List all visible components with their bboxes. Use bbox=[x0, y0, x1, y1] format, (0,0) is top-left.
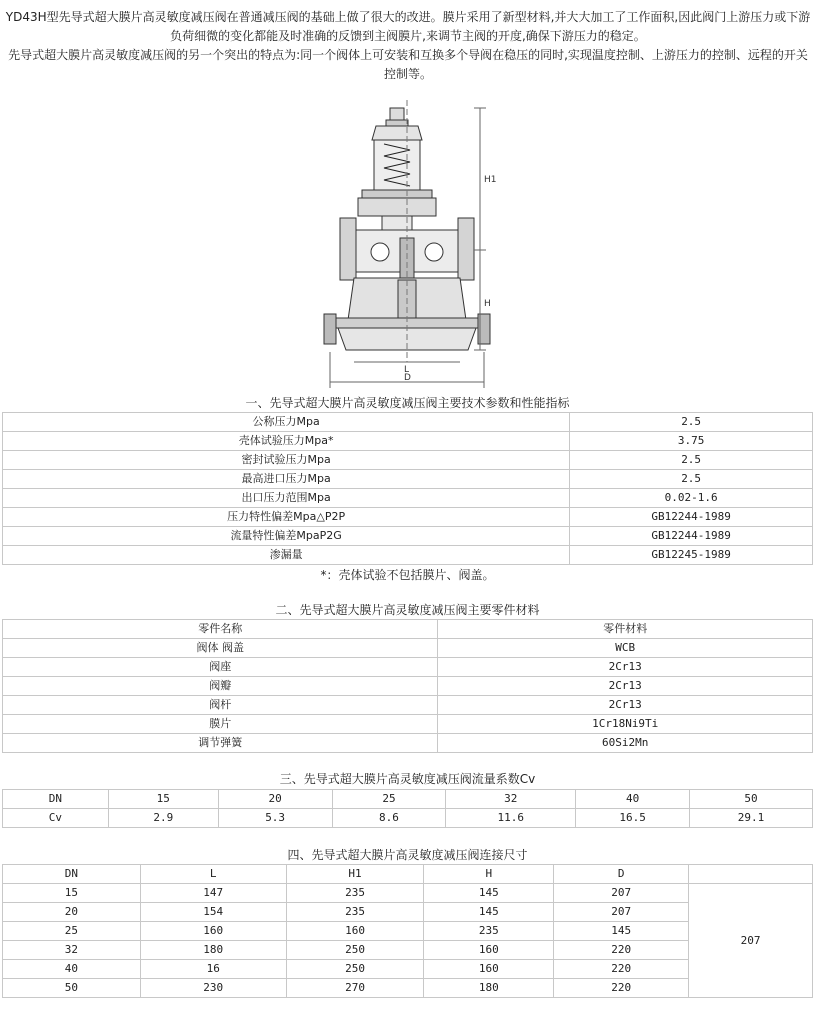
table-row bbox=[3, 677, 813, 696]
dimensions-table bbox=[2, 864, 813, 998]
cv-cell: 29.1 bbox=[690, 809, 813, 828]
column-header: H1 bbox=[286, 865, 424, 884]
dim-label-h1: H1 bbox=[484, 175, 496, 185]
table-header-row bbox=[3, 865, 813, 884]
dimension-cell: 20 bbox=[3, 903, 141, 922]
valve-drawing bbox=[318, 100, 496, 390]
column-header: 零件名称 bbox=[3, 620, 438, 639]
part-name-cell: 阀座 bbox=[3, 658, 438, 677]
dn-cell: DN bbox=[3, 790, 109, 809]
dimension-cell: 220 bbox=[554, 941, 689, 960]
spec-name-cell: 出口压力范围Mpa bbox=[3, 489, 570, 508]
dimension-cell: 270 bbox=[286, 979, 424, 998]
table-row bbox=[3, 734, 813, 753]
part-name-cell: 阀体 阀盖 bbox=[3, 639, 438, 658]
materials-table bbox=[2, 619, 813, 753]
dimension-cell: 160 bbox=[424, 941, 554, 960]
dim-label-h: H bbox=[484, 299, 491, 309]
table-row bbox=[3, 546, 813, 565]
dn-cell: 15 bbox=[108, 790, 218, 809]
table-row bbox=[3, 489, 813, 508]
dimension-cell: 250 bbox=[286, 960, 424, 979]
dimension-cell: 235 bbox=[424, 922, 554, 941]
table-row bbox=[3, 470, 813, 489]
empty-header-cell bbox=[689, 865, 813, 884]
table-row bbox=[3, 527, 813, 546]
dimension-cell: 154 bbox=[140, 903, 286, 922]
table-row bbox=[3, 884, 813, 903]
table-row bbox=[3, 715, 813, 734]
spec-value-cell: 2.5 bbox=[570, 413, 813, 432]
dimension-cell: 145 bbox=[554, 922, 689, 941]
table-row bbox=[3, 508, 813, 527]
cv-cell: Cv bbox=[3, 809, 109, 828]
part-name-cell: 膜片 bbox=[3, 715, 438, 734]
dimension-cell: 207 bbox=[554, 903, 689, 922]
table-row bbox=[3, 451, 813, 470]
dimension-cell: 25 bbox=[3, 922, 141, 941]
spec-value-cell: GB12244-1989 bbox=[570, 508, 813, 527]
cv-cell: 8.6 bbox=[332, 809, 446, 828]
part-material-cell: 1Cr18Ni9Ti bbox=[438, 715, 813, 734]
spec-name-cell: 压力特性偏差Mpa△P2P bbox=[3, 508, 570, 527]
table-row bbox=[3, 432, 813, 451]
spec-name-cell: 渗漏量 bbox=[3, 546, 570, 565]
dimension-cell: 32 bbox=[3, 941, 141, 960]
dimension-cell: 40 bbox=[3, 960, 141, 979]
part-material-cell: 2Cr13 bbox=[438, 658, 813, 677]
dimension-cell: 50 bbox=[3, 979, 141, 998]
dimension-cell: 207 bbox=[554, 884, 689, 903]
dimension-cell: 16 bbox=[140, 960, 286, 979]
intro-paragraph-1: YD43H型先导式超大膜片高灵敏度减压阀在普通减压阀的基础上做了很大的改进。膜片采用了新型材料,并大大加工了工作面积,因此阀门上游压力或下游负荷细微的变化都能及时准确的反馈到主阀膜片,来调节主阀的开度,确保下游压力的稳定。 bbox=[5, 10, 811, 43]
dn-cell: 50 bbox=[690, 790, 813, 809]
spec-name-cell: 密封试验压力Mpa bbox=[3, 451, 570, 470]
spec-value-cell: 0.02-1.6 bbox=[570, 489, 813, 508]
column-header: D bbox=[554, 865, 689, 884]
spec-name-cell: 最高进口压力Mpa bbox=[3, 470, 570, 489]
dimension-cell: 220 bbox=[554, 979, 689, 998]
part-material-cell: 2Cr13 bbox=[438, 677, 813, 696]
intro-paragraph-2: 先导式超大膜片高灵敏度减压阀的另一个突出的特点为:同一个阀体上可安装和互换多个导阀在稳压的同时,实现温度控制、上游压力的控制、远程的开关控制等。 bbox=[8, 48, 808, 81]
dimension-cell: 235 bbox=[286, 884, 424, 903]
dimension-cell: 15 bbox=[3, 884, 141, 903]
table1-note: *：壳体试验不包括膜片、阀盖。 bbox=[320, 568, 495, 582]
merged-dimension-cell: 207 bbox=[689, 884, 813, 998]
table2-caption: 二、先导式超大膜片高灵敏度减压阀主要零件材料 bbox=[275, 603, 540, 617]
dimension-cell: 160 bbox=[286, 922, 424, 941]
dn-cell: 32 bbox=[446, 790, 576, 809]
cv-cell: 2.9 bbox=[108, 809, 218, 828]
dn-cell: 20 bbox=[218, 790, 332, 809]
part-name-cell: 调节弹簧 bbox=[3, 734, 438, 753]
table3-caption: 三、先导式超大膜片高灵敏度减压阀流量系数Cv bbox=[279, 772, 536, 786]
dimension-cell: 160 bbox=[424, 960, 554, 979]
dimension-cell: 180 bbox=[424, 979, 554, 998]
column-header: H bbox=[424, 865, 554, 884]
spec-name-cell: 流量特性偏差MpaP2G bbox=[3, 527, 570, 546]
table-row bbox=[3, 658, 813, 677]
table-row bbox=[3, 413, 813, 432]
dn-cell: 25 bbox=[332, 790, 446, 809]
dimension-cell: 235 bbox=[286, 903, 424, 922]
dimension-cell: 250 bbox=[286, 941, 424, 960]
dn-cell: 40 bbox=[576, 790, 690, 809]
spec-value-cell: GB12245-1989 bbox=[570, 546, 813, 565]
table-row bbox=[3, 696, 813, 715]
dim-label-l: L bbox=[404, 365, 410, 375]
dimension-cell: 180 bbox=[140, 941, 286, 960]
dimension-cell: 147 bbox=[140, 884, 286, 903]
part-name-cell: 阀瓣 bbox=[3, 677, 438, 696]
part-material-cell: 2Cr13 bbox=[438, 696, 813, 715]
spec-value-cell: 3.75 bbox=[570, 432, 813, 451]
dimension-cell: 145 bbox=[424, 903, 554, 922]
part-name-cell: 阀杆 bbox=[3, 696, 438, 715]
spec-name-cell: 壳体试验压力Mpa* bbox=[3, 432, 570, 451]
column-header: L bbox=[140, 865, 286, 884]
table4-caption: 四、先导式超大膜片高灵敏度减压阀连接尺寸 bbox=[287, 848, 528, 862]
intro-text bbox=[4, 8, 812, 84]
cv-cell: 5.3 bbox=[218, 809, 332, 828]
dim-label-d: D bbox=[404, 373, 411, 383]
column-header: DN bbox=[3, 865, 141, 884]
spec-value-cell: 2.5 bbox=[570, 451, 813, 470]
cv-cell: 11.6 bbox=[446, 809, 576, 828]
table-row bbox=[3, 809, 813, 828]
spec-value-cell: GB12244-1989 bbox=[570, 527, 813, 546]
cv-cell: 16.5 bbox=[576, 809, 690, 828]
table-row bbox=[3, 639, 813, 658]
spec-name-cell: 公称压力Mpa bbox=[3, 413, 570, 432]
column-header: 零件材料 bbox=[438, 620, 813, 639]
cv-table bbox=[2, 789, 813, 828]
part-material-cell: 60Si2Mn bbox=[438, 734, 813, 753]
dimension-cell: 220 bbox=[554, 960, 689, 979]
table-header-row bbox=[3, 620, 813, 639]
dimension-cell: 230 bbox=[140, 979, 286, 998]
spec-table bbox=[2, 412, 813, 565]
part-material-cell: WCB bbox=[438, 639, 813, 658]
dimension-cell: 160 bbox=[140, 922, 286, 941]
table1-caption: 一、先导式超大膜片高灵敏度减压阀主要技术参数和性能指标 bbox=[245, 396, 570, 410]
dimension-cell: 145 bbox=[424, 884, 554, 903]
table-row bbox=[3, 790, 813, 809]
spec-value-cell: 2.5 bbox=[570, 470, 813, 489]
